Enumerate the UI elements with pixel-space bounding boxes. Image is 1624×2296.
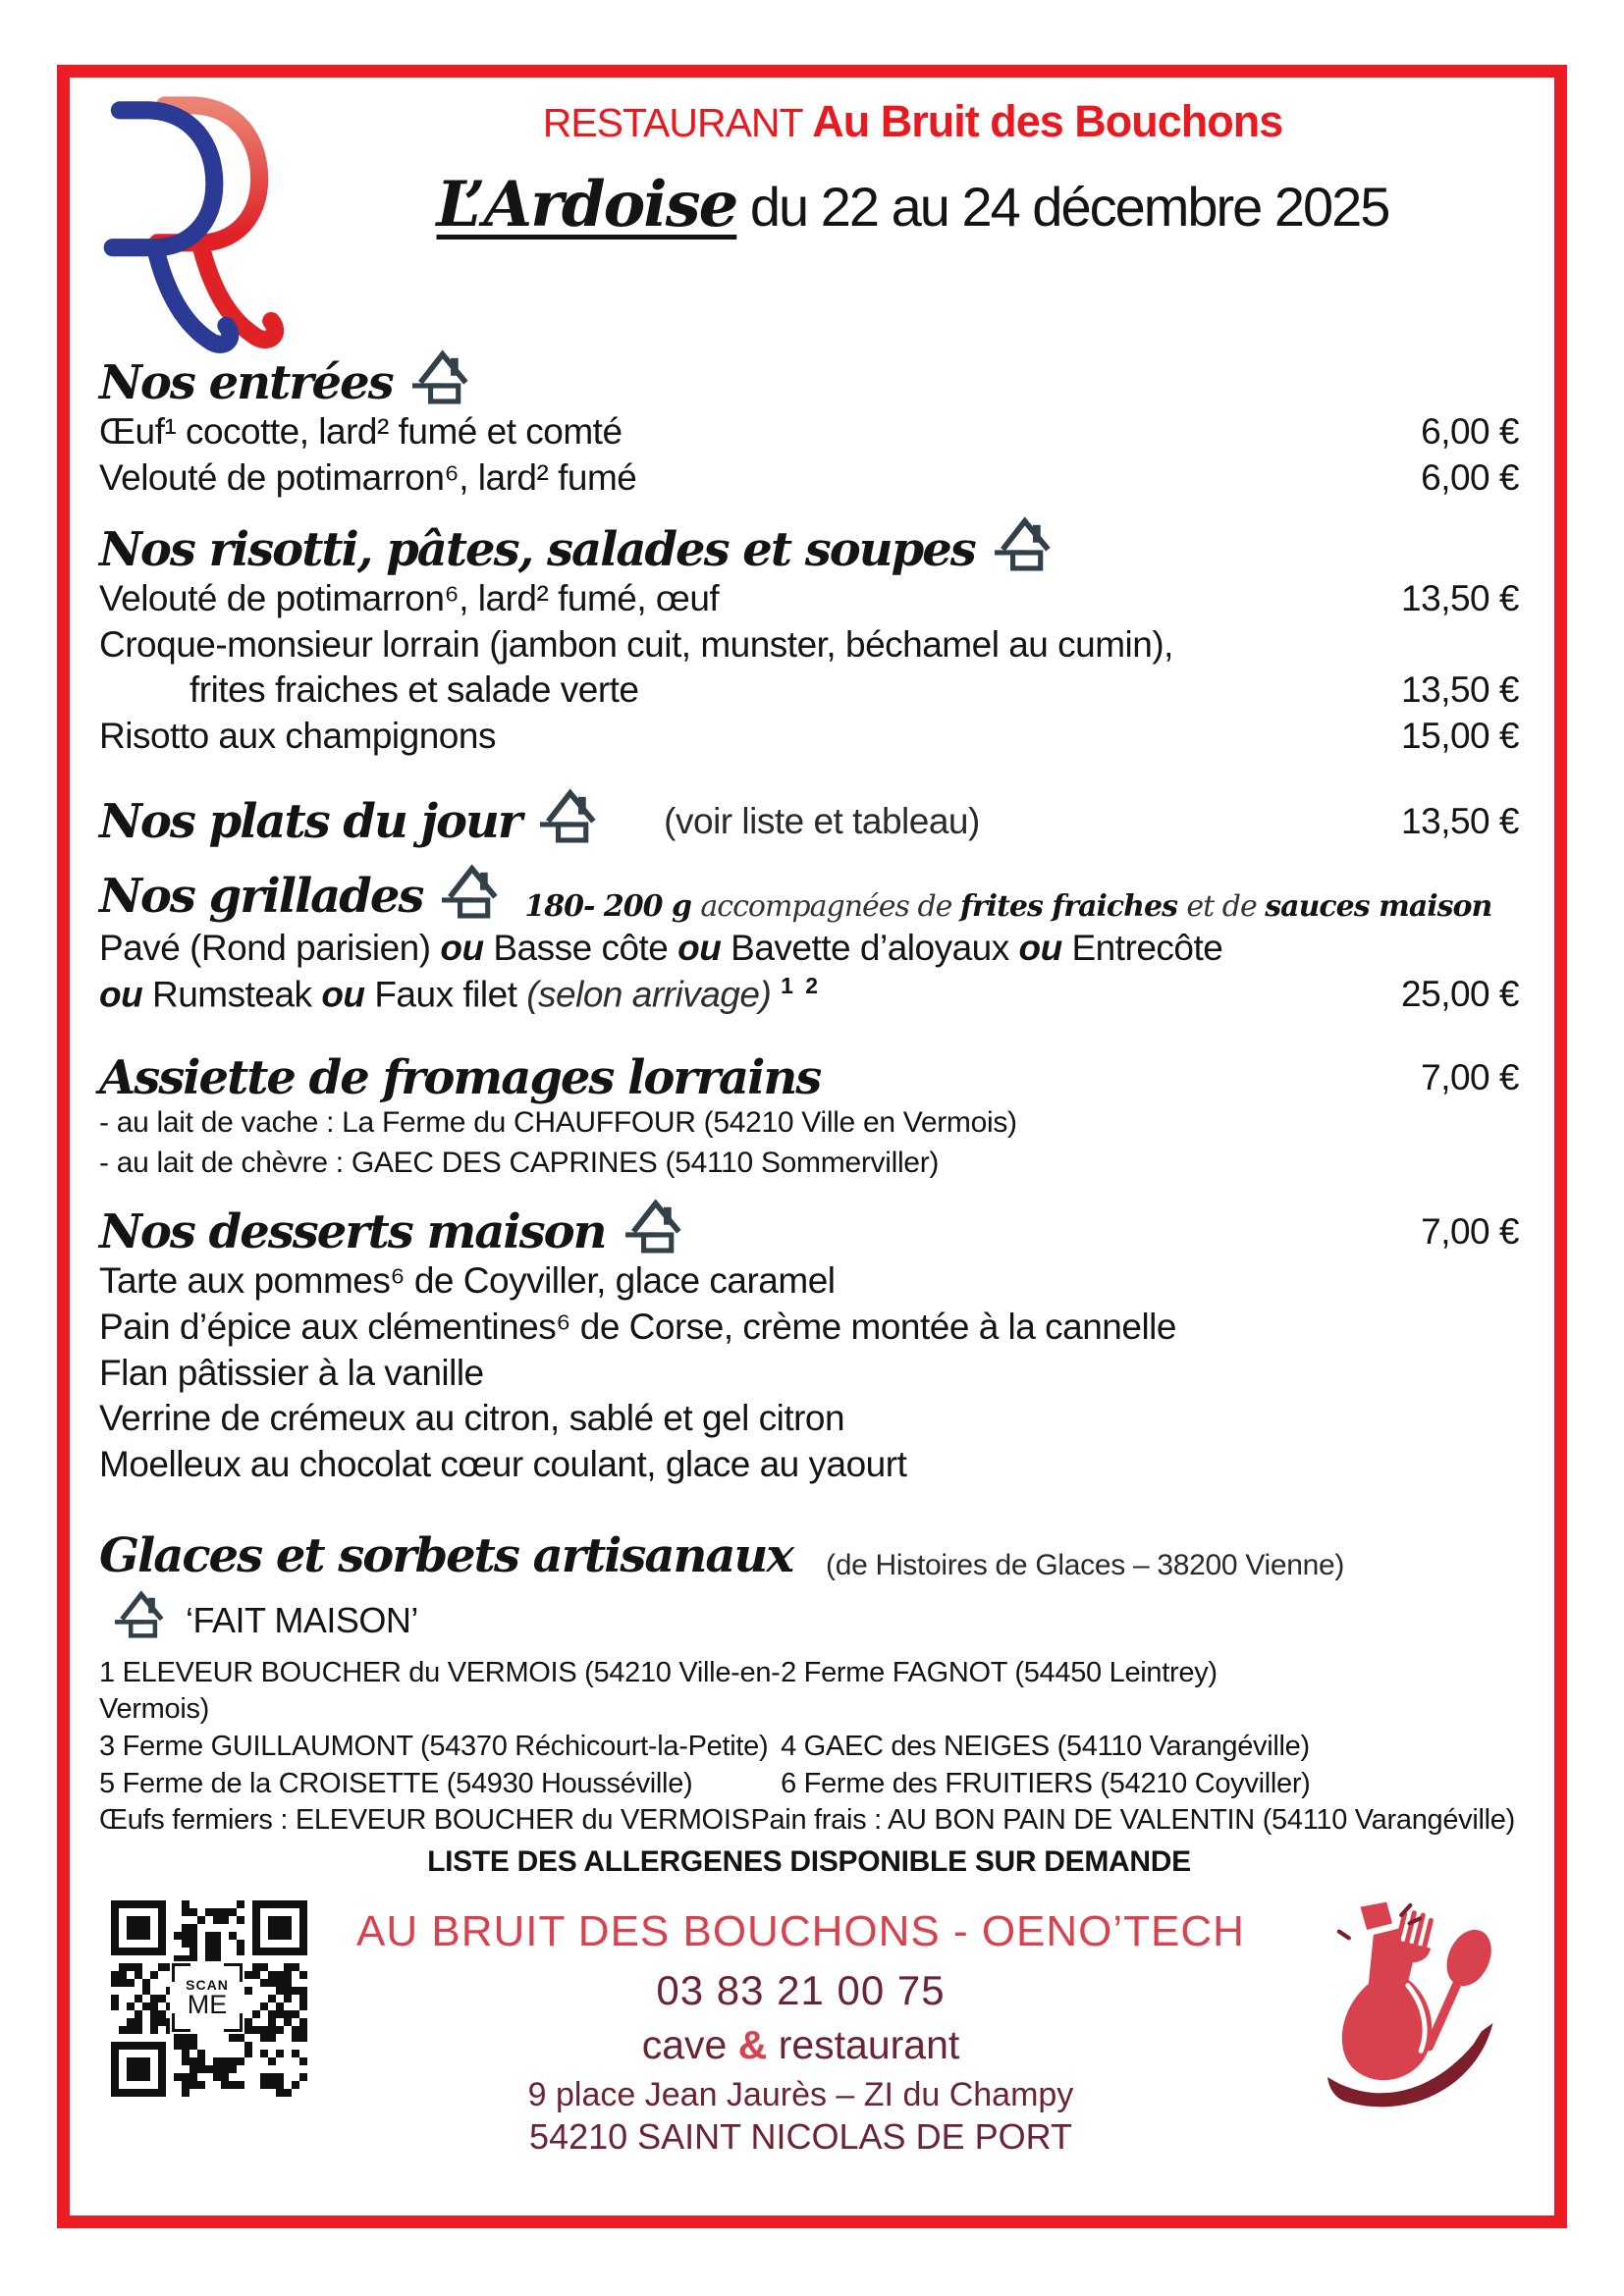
section-title-glaces: Glaces et sorbets artisanaux <box>99 1528 793 1584</box>
menu-item-row <box>99 1352 1519 1395</box>
footer-contact <box>307 1900 1294 2158</box>
cork <box>1361 1902 1393 1930</box>
footer-heading: AU BRUIT DES BOUCHONS - OENO’TECH <box>356 1907 1245 1956</box>
footer-cave: cave <box>641 2022 738 2068</box>
qr-corner <box>224 1963 243 1982</box>
menu-page <box>70 78 1554 2158</box>
fait-maison-legend <box>99 1600 1519 1641</box>
menu-item-name: Flan pâtissier à la vanille <box>99 1352 484 1393</box>
menu-item-price: 25,00 € <box>1401 974 1519 1015</box>
footnote: 5 Ferme de la CROISETTE (54930 Housséville) <box>99 1767 693 1799</box>
menu-item-price: 7,00 € <box>1421 1056 1519 1097</box>
menu-item-row <box>99 410 1519 454</box>
menu-item-name: Croque-monsieur lorrain (jambon cuit, munster, béchamel au cumin), <box>99 623 1173 665</box>
section-header <box>99 1528 1519 1584</box>
menu-item-name: Velouté de potimarron⁶, lard² fumé, œuf <box>99 578 720 619</box>
section-title-grillades: Nos grillades <box>99 869 423 925</box>
fait-maison-icon <box>442 862 505 921</box>
menu-item-price: 13,50 € <box>1401 669 1519 711</box>
menu-item-name: Velouté de potimarron⁶, lard² fumé <box>99 457 637 499</box>
section-header <box>99 793 1519 849</box>
menu-item-name: Pavé (Rond parisien) ou Basse côte ou Bavette d’aloyaux ou Entrecôte <box>99 928 1223 969</box>
footnote: Œufs fermiers : ELEVEUR BOUCHER du VERMOIS <box>99 1804 750 1837</box>
section-header <box>99 1049 1519 1105</box>
qr-code <box>111 1900 307 2097</box>
section-desserts <box>99 1203 1519 1486</box>
menu-item-price: 13,50 € <box>1401 578 1519 619</box>
section-title-plats: Nos plats du jour <box>99 793 521 849</box>
fait-maison-icon <box>115 1588 170 1640</box>
ardoise-title: L’Ardoise <box>436 167 737 241</box>
qr-corner <box>224 2013 243 2032</box>
fait-maison-icon <box>995 514 1057 573</box>
section-header <box>99 1203 1519 1259</box>
menu-item-row <box>99 623 1519 667</box>
footer-phone: 03 83 21 00 75 <box>656 1967 946 2014</box>
footer-tagline <box>307 2022 1294 2068</box>
menu-item-row <box>99 1443 1519 1486</box>
menu-item-row <box>99 668 1519 712</box>
fait-maison-icon <box>412 347 475 406</box>
section-plats-du-jour <box>99 793 1519 849</box>
section-grillades <box>99 870 1519 1016</box>
fromage-note: - au lait de vache : La Ferme du CHAUFFOUR (54210 Ville en Vermois) <box>99 1106 1017 1140</box>
menu-item-name: Moelleux au chocolat cœur coulant, glace au yaourt <box>99 1443 907 1484</box>
footer-ampersand: & <box>737 2022 768 2068</box>
allergens-notice: LISTE DES ALLERGENES DISPONIBLE SUR DEMANDE <box>427 1845 1191 1879</box>
plats-note: (voir liste et tableau) <box>664 800 980 841</box>
footer-address-line2: 54210 SAINT NICOLAS DE PORT <box>529 2116 1072 2158</box>
decanter-fork-spoon-logo <box>1294 1900 1515 2121</box>
menu-item-row <box>99 456 1519 500</box>
section-header <box>99 521 1519 577</box>
menu-item-name: Risotto aux champignons <box>99 716 496 757</box>
menu-item-row <box>99 715 1519 758</box>
restaurant-name: Au Bruit des Bouchons <box>812 96 1283 146</box>
menu-item-row <box>99 1397 1519 1440</box>
fait-maison-label: ‘FAIT MAISON’ <box>186 1599 418 1640</box>
fait-maison-icon <box>540 786 603 845</box>
section-risotti <box>99 521 1519 758</box>
date-range: du 22 au 24 décembre 2025 <box>736 175 1389 238</box>
qr-corner <box>172 1963 190 1982</box>
footer <box>99 1900 1519 2158</box>
menu-page-frame <box>57 65 1567 2228</box>
menu-item-price: 13,50 € <box>1401 800 1519 841</box>
menu-item-name: frites fraiches et salade verte <box>189 669 639 711</box>
section-title-risotti: Nos risotti, pâtes, salades et soupes <box>99 521 975 577</box>
footnote: 6 Ferme des FRUITIERS (54210 Coyviller) <box>781 1767 1311 1799</box>
menu-item-name: ou Rumsteak ou Faux filet (selon arrivage) $^{1 2}$ <box>99 972 822 1015</box>
header <box>85 83 1521 325</box>
menu-item-price: 7,00 € <box>1421 1211 1519 1253</box>
fait-maison-icon <box>625 1197 688 1255</box>
section-header <box>99 870 1519 924</box>
section-title-entrees: Nos entrées <box>99 355 393 410</box>
menu-item-name: Verrine de crémeux au citron, sablé et gel citron <box>99 1398 845 1439</box>
menu-item-row <box>99 577 1519 620</box>
menu-item-price: 15,00 € <box>1401 716 1519 757</box>
menu-title-line <box>304 167 1521 241</box>
qr-scan-me-label <box>170 1961 244 2034</box>
footer-address-line1: 9 place Jean Jaurès – ZI du Champy <box>527 2076 1074 2114</box>
footnote: 1 ELEVEUR BOUCHER du VERMOIS (54210 Ville-en-Vermois) <box>99 1656 781 1726</box>
logo-r-blue <box>113 110 231 345</box>
qr-corner <box>172 2013 190 2032</box>
fromage-note: - au lait de chèvre : GAEC DES CAPRINES (54110 Sommerviller) <box>99 1146 940 1179</box>
menu-item-row <box>99 927 1519 970</box>
qr-scan-text: SCAN <box>186 1976 229 1993</box>
section-fromages <box>99 1049 1519 1182</box>
menu-item-name: Pain d’épice aux clémentines⁶ de Corse, crème montée à la cannelle <box>99 1306 1176 1347</box>
qr-me-text: ME <box>187 1989 228 2019</box>
menu-item-row <box>99 1259 1519 1303</box>
section-title-fromages: Assiette de fromages lorrains <box>99 1049 821 1105</box>
grillades-subtitle: 180- 200 g accompagnées de frites fraiches et de sauces maison <box>524 889 1492 925</box>
menu-content <box>85 355 1521 2158</box>
menu-item-name: Œuf¹ cocotte, lard² fumé et comté <box>99 411 623 453</box>
menu-item-price: 6,00 € <box>1421 457 1519 499</box>
menu-item-row <box>99 973 1519 1016</box>
footnote: 3 Ferme GUILLAUMONT (54370 Réchicourt-la-Petite) <box>99 1730 769 1762</box>
restaurant-title-line <box>304 97 1521 146</box>
menu-item-name: Tarte aux pommes⁶ de Coyviller, glace caramel <box>99 1260 836 1302</box>
producer-footnotes <box>99 1655 1519 1803</box>
glaces-note: (de Histoires de Glaces – 38200 Vienne) <box>826 1548 1345 1581</box>
footer-restaurant: restaurant <box>767 2022 960 2068</box>
footnote: 2 Ferme FAGNOT (54450 Leintrey) <box>781 1656 1218 1688</box>
menu-item-row <box>99 1306 1519 1349</box>
section-entrees <box>99 355 1519 500</box>
section-glaces <box>99 1528 1519 1584</box>
restaurant-r-logo <box>103 91 304 325</box>
producer-footnotes-bottom <box>99 1802 1519 1840</box>
footnote: 4 GAEC des NEIGES (54110 Varangéville) <box>781 1730 1310 1762</box>
footnote: Pain frais : AU BON PAIN DE VALENTIN (54110 Varangéville) <box>750 1804 1515 1837</box>
header-titles <box>304 83 1521 241</box>
section-title-desserts: Nos desserts maison <box>99 1203 606 1259</box>
menu-item-price: 6,00 € <box>1421 411 1519 453</box>
restaurant-label: RESTAURANT <box>542 100 802 145</box>
section-header <box>99 355 1519 410</box>
